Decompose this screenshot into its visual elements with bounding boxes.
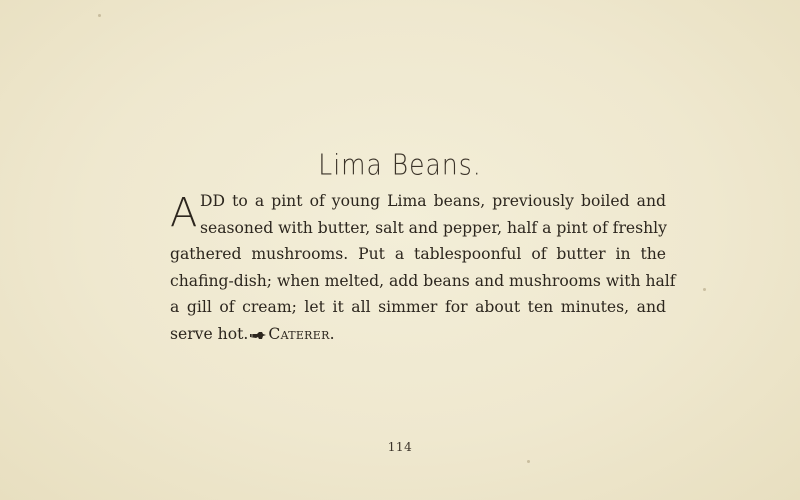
pointing-hand-icon <box>249 324 267 336</box>
recipe-attribution: Caterer. <box>268 324 335 343</box>
recipe-body <box>170 188 676 347</box>
paper-speck <box>527 460 530 463</box>
page-number: 114 <box>387 440 413 454</box>
recipe-line: a gill of cream; let it all simmer for about ten minutes, and <box>170 298 666 316</box>
recipe-line: seasoned with butter, salt and pepper, half a pint of freshly <box>200 218 667 237</box>
recipe-last-line <box>170 321 666 348</box>
drop-cap: A <box>170 190 198 236</box>
recipe-line: DD to a pint of young Lima beans, previously boiled and <box>200 192 666 210</box>
recipe-title-text: Lima Beans. <box>318 147 482 182</box>
recipe-line: gathered mushrooms. Put a tablespoonful of butter in the <box>170 245 666 263</box>
recipe-title <box>0 148 800 181</box>
recipe-last-line-text: serve hot. <box>170 324 249 343</box>
paper-speck <box>98 14 101 17</box>
recipe-line: chafing-dish; when melted, add beans and mushrooms with half <box>170 271 676 290</box>
paper-speck <box>703 288 706 291</box>
